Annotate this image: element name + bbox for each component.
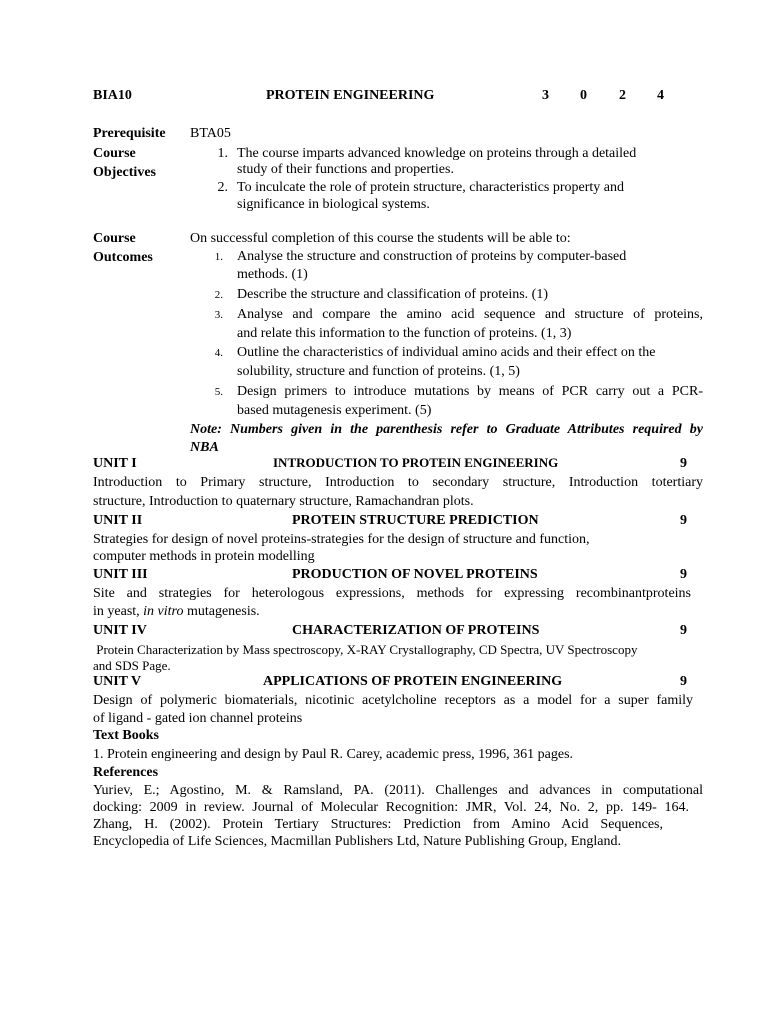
unit-4-line-2: and SDS Page. [93,658,171,673]
outcomes-label-1: Course [93,231,136,246]
outcome-1-line-2: methods. (1) [237,267,308,282]
unit-5-line-2: of ligand - gated ion channel proteins [93,711,303,726]
reference-line-4: Encyclopedia of Life Sciences, Macmillan Publishers Ltd, Nature Publishing Group, England. [93,834,621,849]
credit-p: 2 [619,88,626,103]
credit-t: 0 [580,88,587,103]
objective-2-num: 2. [217,180,228,195]
nba-note-line-1: Note: Numbers given in the parenthesis refer to Graduate Attributes required by [190,422,703,437]
unit-1-line-1: Introduction to Primary structure, Introduction to secondary structure, Introduction totertiary [93,475,703,490]
outcomes-label-2: Outcomes [93,250,153,265]
outcome-3-num: 3. [214,309,223,321]
unit-4-hours: 9 [680,623,687,638]
prerequisite-label: Prerequisite [93,126,166,141]
outcomes-intro: On successful completion of this course the students will be able to: [190,231,571,246]
outcome-2-line-1: Describe the structure and classification of proteins. (1) [237,287,549,302]
outcome-1-num: 1. [214,251,223,263]
objective-2-line-1: To inculcate the role of protein structure, characteristics property and [237,180,624,195]
unit-3-title: PRODUCTION OF NOVEL PROTEINS [292,567,538,582]
unit-2-label: UNIT II [93,513,143,528]
unit-2-hours: 9 [680,513,687,528]
outcome-2-num: 2. [214,289,223,301]
unit-2-title: PROTEIN STRUCTURE PREDICTION [292,513,539,528]
unit-1-title: INTRODUCTION TO PROTEIN ENGINEERING [273,455,559,470]
unit-5-title: APPLICATIONS OF PROTEIN ENGINEERING [263,674,563,689]
unit-4-title: CHARACTERIZATION OF PROTEINS [292,623,540,638]
outcome-5-line-2: based mutagenesis experiment. (5) [237,403,432,418]
reference-line-1: Yuriev, E.; Agostino, M. & Ramsland, PA. (2011). Challenges and advances in computational [93,783,703,798]
outcome-5-line-1: Design primers to introduce mutations by means of PCR carry out a PCR- [237,384,703,399]
course-code: BIA10 [93,88,132,103]
unit-1-label: UNIT I [93,456,137,471]
unit-3-line-2-c: mutagenesis. [183,604,260,619]
unit-5-line-1: Design of polymeric biomaterials, nicotinic acetylcholine receptors as a model for a super family [93,693,693,708]
objectives-label-1: Course [93,146,136,161]
unit-4-line-1: Protein Characterization by Mass spectroscopy, X-RAY Crystallography, CD Spectra, UV Spectroscopy [93,642,638,657]
nba-note-line-2: NBA [190,440,219,455]
outcome-1-line-1: Analyse the structure and construction of proteins by computer-based [237,249,627,264]
unit-1-hours: 9 [680,456,687,471]
unit-5-label: UNIT V [93,674,142,689]
textbook-1: 1. Protein engineering and design by Paul R. Carey, academic press, 1996, 361 pages. [93,747,574,762]
outcome-4-line-1: Outline the characteristics of individual amino acids and their effect on the [237,345,656,360]
unit-3-label: UNIT III [93,567,148,582]
objective-2-line-2: significance in biological systems. [237,197,430,212]
unit-2-line-1: Strategies for design of novel proteins-strategies for the design of structure and function, [93,532,590,547]
objective-1-num: 1. [217,146,228,161]
objective-1-line-2: study of their functions and properties. [237,162,454,177]
unit-4-label: UNIT IV [93,623,147,638]
outcome-3-line-1: Analyse and compare the amino acid sequence and structure of proteins, [237,307,703,322]
outcome-5-num: 5. [214,386,223,398]
outcome-3-line-2: and relate this information to the function of proteins. (1, 3) [237,326,572,341]
unit-3-line-1: Site and strategies for heterologous expressions, methods for expressing recombinantproteins [93,586,691,601]
reference-line-2: docking: 2009 in review. Journal of Molecular Recognition: JMR, Vol. 24, No. 2, pp. 149- 164. [93,800,689,815]
objectives-label-2: Objectives [93,165,156,180]
course-title: PROTEIN ENGINEERING [266,88,435,103]
credit-c: 4 [657,88,664,103]
outcome-4-num: 4. [214,347,223,359]
outcome-4-line-2: solubility, structure and function of proteins. (1, 5) [237,364,520,379]
unit-3-line-2-italic: in vitro [143,604,184,619]
objective-1-line-1: The course imparts advanced knowledge on proteins through a detailed [237,146,637,161]
unit-5-hours: 9 [680,674,687,689]
textbooks-heading: Text Books [93,728,160,743]
reference-line-3: Zhang, H. (2002). Protein Tertiary Structures: Prediction from Amino Acid Sequences, [93,817,663,832]
credit-l: 3 [542,88,549,103]
references-heading: References [93,765,159,780]
unit-2-line-2: computer methods in protein modelling [93,549,315,564]
unit-3-line-2-a: in yeast, [93,604,144,619]
unit-1-line-2: structure, Introduction to quaternary structure, Ramachandran plots. [93,494,474,509]
prerequisite-value: BTA05 [190,126,231,141]
unit-3-hours: 9 [680,567,687,582]
unit-3-line-2 [93,604,260,620]
